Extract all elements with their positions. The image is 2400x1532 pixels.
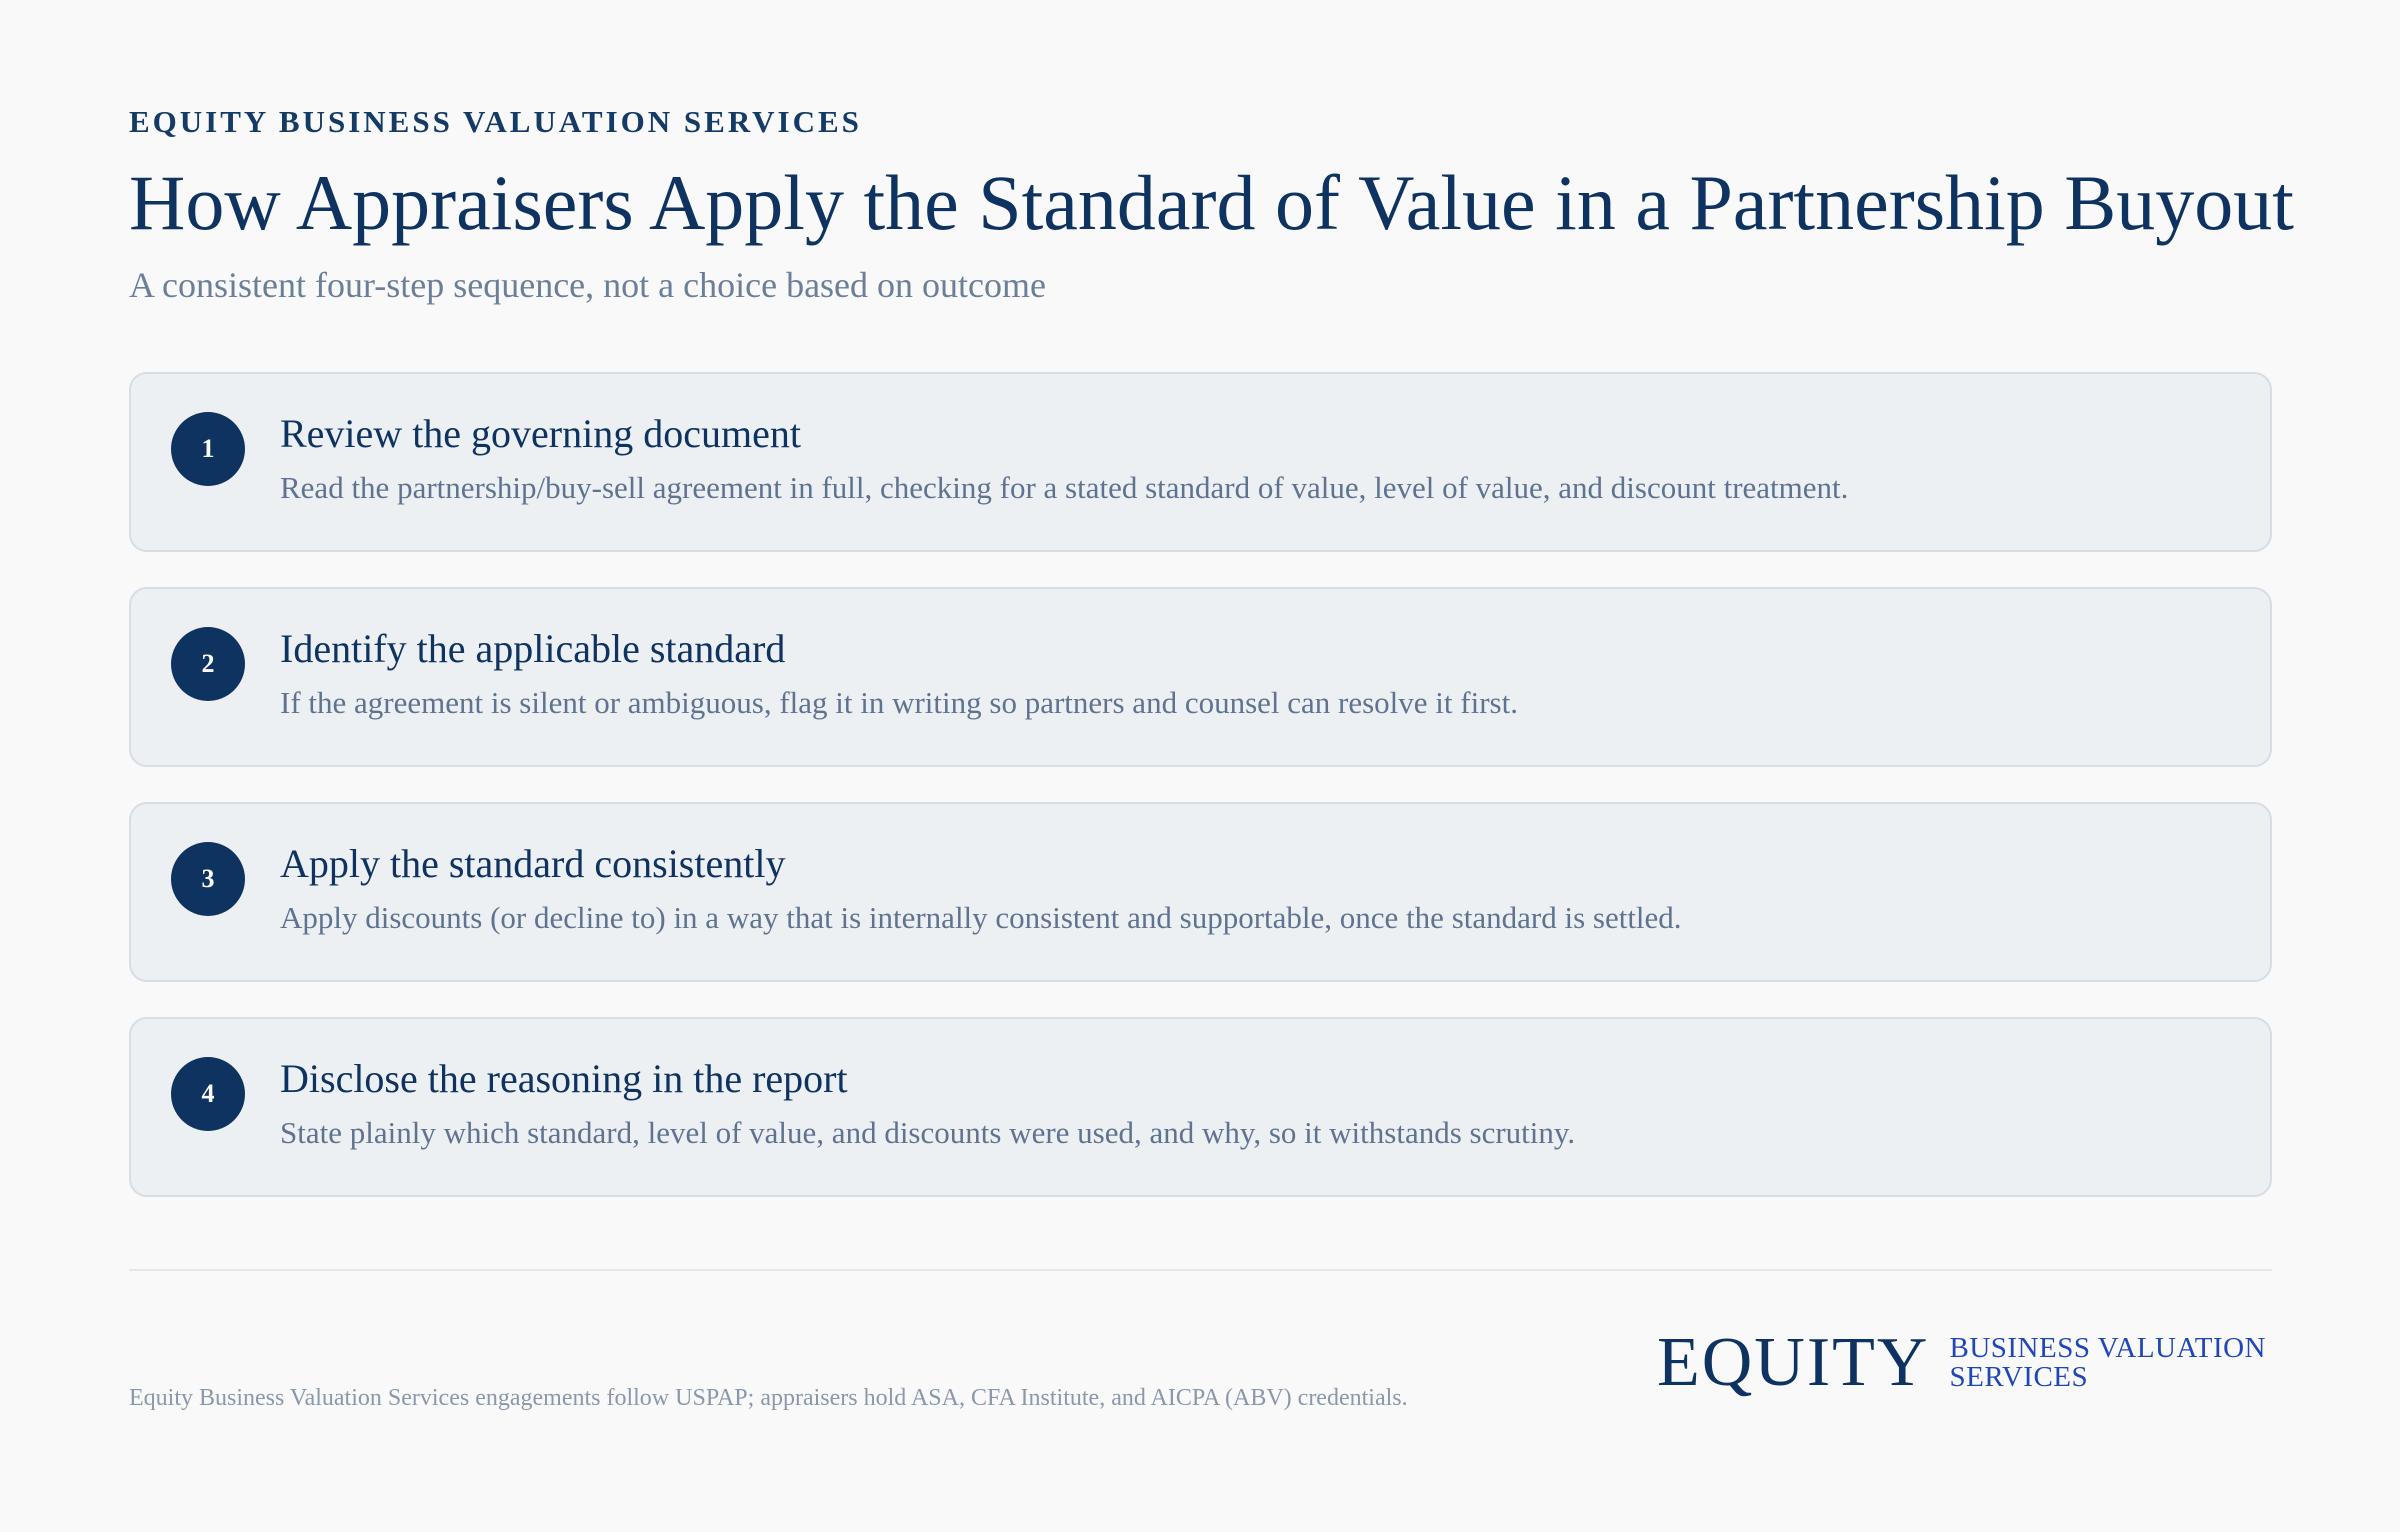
- step-number-badge: 3: [171, 842, 245, 916]
- eyebrow-label: EQUITY BUSINESS VALUATION SERVICES: [129, 104, 862, 139]
- footer-divider: [129, 1269, 2272, 1271]
- step-number-badge: 2: [171, 627, 245, 701]
- company-logo: [1657, 1323, 2266, 1403]
- step-description: Read the partnership/buy-sell agreement in full, checking for a stated standard of value, level of value, and discount treatment.: [280, 470, 1849, 505]
- step-description: If the agreement is silent or ambiguous, flag it in writing so partners and counsel can resolve it first.: [280, 685, 1518, 720]
- footer-credentials-note: Equity Business Valuation Services engagements follow USPAP; appraisers hold ASA, CFA Institute, and AICPA (ABV) credentials.: [129, 1385, 1408, 1411]
- step-card-4: [129, 1017, 2272, 1197]
- step-card-2: [129, 587, 2272, 767]
- logo-wordmark: EQUITY: [1657, 1324, 1930, 1401]
- page-subtitle: A consistent four-step sequence, not a choice based on outcome: [129, 265, 1046, 305]
- page: [129, 0, 2294, 1532]
- step-description: Apply discounts (or decline to) in a way that is internally consistent and supportable, once the standard is settled.: [280, 900, 1682, 935]
- step-title: Review the governing document: [280, 411, 801, 456]
- steps-list: [129, 372, 2272, 1232]
- step-number-badge: 1: [171, 412, 245, 486]
- step-description: State plainly which standard, level of value, and discounts were used, and why, so it withstands scrutiny.: [280, 1115, 1576, 1150]
- logo-tagline-line-2: SERVICES: [1949, 1361, 2089, 1393]
- logo-tagline: [1949, 1334, 2266, 1392]
- logo-tagline-line-1: BUSINESS VALUATION: [1949, 1332, 2266, 1364]
- step-card-1: [129, 372, 2272, 552]
- step-title: Disclose the reasoning in the report: [280, 1056, 848, 1101]
- step-number-badge: 4: [171, 1057, 245, 1131]
- page-title: How Appraisers Apply the Standard of Value in a Partnership Buyout: [129, 159, 2294, 246]
- step-title: Apply the standard consistently: [280, 841, 786, 886]
- step-card-3: [129, 802, 2272, 982]
- step-title: Identify the applicable standard: [280, 626, 786, 671]
